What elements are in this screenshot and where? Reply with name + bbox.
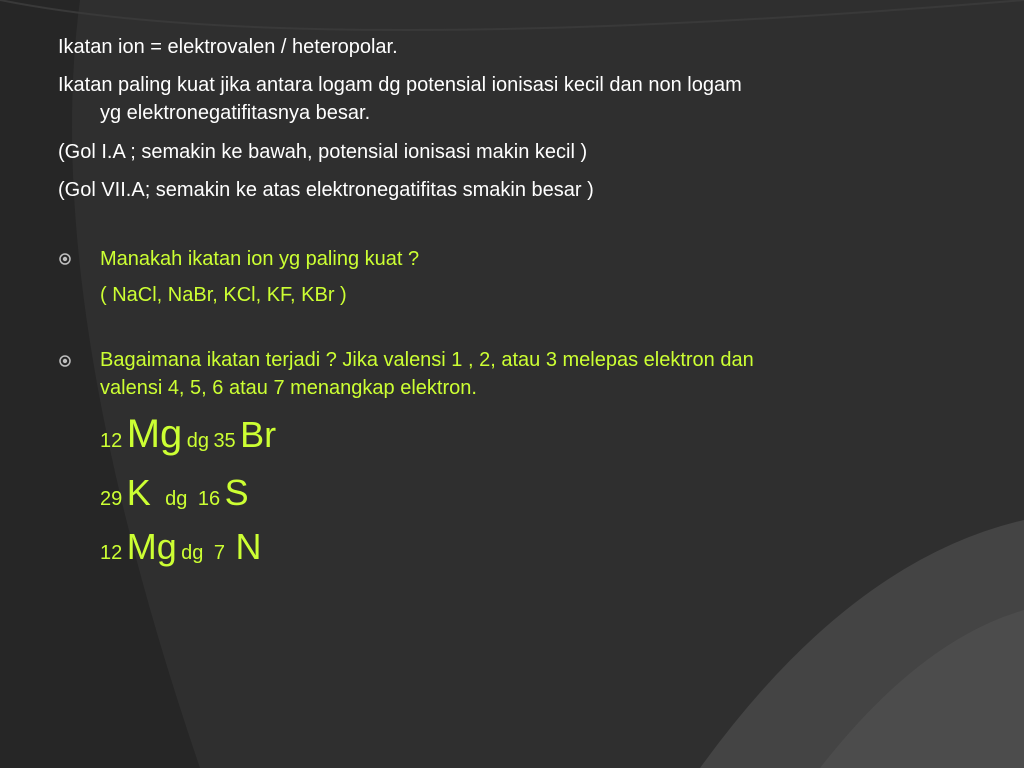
bullet-1-subtext: ( NaCl, NaBr, KCl, KF, KBr ) <box>100 284 347 306</box>
bullet-2-text-line-2: valensi 4, 5, 6 atau 7 menangkap elektron. <box>100 377 477 399</box>
text-line-3: (Gol I.A ; semakin ke bawah, potensial ionisasi makin kecil ) <box>58 141 588 163</box>
element-pair-1 <box>100 412 276 457</box>
element-symbol: Mg <box>126 412 183 456</box>
bullet-1-text: Manakah ikatan ion yg paling kuat ? <box>100 248 420 270</box>
element-symbol: Br <box>240 414 277 455</box>
element-pair-3 <box>100 526 261 568</box>
element-symbol: S <box>224 472 249 513</box>
atomic-number: 12 <box>100 430 123 452</box>
connector-text: dg <box>165 488 188 510</box>
text-line-2a: Ikatan paling kuat jika antara logam dg potensial ionisasi kecil dan non logam <box>58 74 742 96</box>
atomic-number: 7 <box>213 542 225 564</box>
bullet-2-text-line-1: Bagaimana ikatan terjadi ? Jika valensi 1 , 2, atau 3 melepas elektron dan <box>100 349 754 371</box>
bullet-icon <box>59 355 71 367</box>
element-pair-2 <box>100 472 249 514</box>
atomic-number: 16 <box>197 488 221 510</box>
element-symbol: N <box>235 526 262 567</box>
atomic-number: 29 <box>100 488 123 510</box>
text-line-1: Ikatan ion = elektrovalen / heteropolar. <box>58 36 398 58</box>
atomic-number: 12 <box>100 542 123 564</box>
connector-text: dg <box>181 542 204 564</box>
text-line-4: (Gol VII.A; semakin ke atas elektronegatifitas smakin besar ) <box>58 179 594 201</box>
element-symbol: Mg <box>126 526 177 567</box>
text-line-2b: yg elektronegatifitasnya besar. <box>100 102 371 124</box>
connector-text: dg <box>186 430 209 452</box>
atomic-number: 35 <box>213 430 236 452</box>
element-symbol: K <box>126 472 151 513</box>
bullet-icon <box>59 253 71 265</box>
